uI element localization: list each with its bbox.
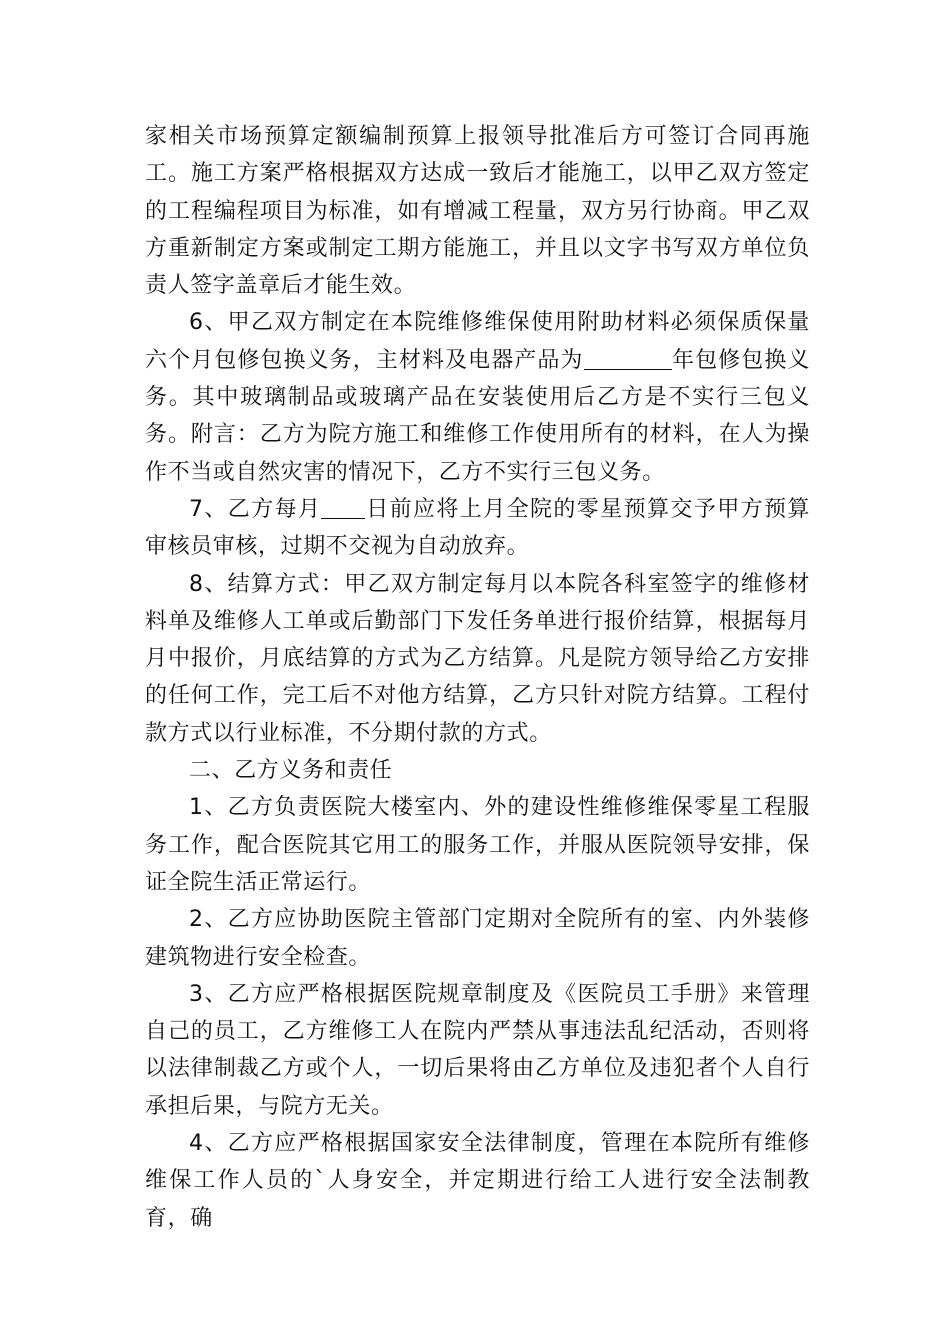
paragraph-clause-8-settlement: 8、结算方式：甲乙双方制定每月以本院各科室签字的维修材料单及维修人工单或后勤部门下发任务单进行报价结算，根据每月月中报价，月底结算的方式为乙方结算。凡是院方领导给乙方安排的任何工作，完工后不对他方结算，乙方只针对院方结算。工程付款方式以行业标准，不分期付款的方式。 [145,571,810,746]
document-page [145,0,810,1237]
section-heading-party-b-duties: 二、乙方义务和责任 [189,758,393,784]
clause-6-text-after-blank: 年包修包换义务。其中玻璃制品或玻璃产品在安装使用后乙方是不实行三包义务。附言：乙方为院方施工和维修工作使用所有的材料，在人为操作不当或自然灾害的情况下，乙方不实行三包义务。 [145,347,810,485]
paragraph-duty-3: 3、乙方应严格根据医院规章制度及《医院员工手册》来管理自己的员工，乙方维修工人在院内严禁从事违法乱纪活动，否则将以法律制裁乙方或个人，一切后果将由乙方单位及违犯者个人自行承担后果，与院方无关。 [145,981,810,1119]
paragraph-clause-6 [145,304,810,490]
clause-7-text-after-blank: 日前应将上月全院的零星预算交予甲方预算审核员审核，过期不交视为自动放弃。 [145,496,810,560]
clause-6-text-before-blank: 6、甲乙双方制定在本院维修维保使用附助材料必须保质保量六个月包修包换义务，主材料及电器产品为 [145,310,810,373]
paragraph-duty-1: 1、乙方负责医院大楼室内、外的建设性维修维保零星工程服务工作，配合医院其它用工的服务工作，并服从医院领导安排，保证全院生活正常运行。 [145,795,810,895]
paragraph-intro-continuation: 家相关市场预算定额编制预算上报领导批准后方可签订合同再施工。施工方案严格根据双方达成一致后才能施工，以甲乙双方签定的工程编程项目为标准，如有增减工程量，双方另行协商。甲乙双方重新制定方案或制定工期方能施工，并且以文字书写双方单位负责人签字盖章后才能生效。 [145,124,810,299]
deadline-day-blank [321,496,365,519]
paragraph-duty-2: 2、乙方应协助医院主管部门定期对全院所有的室、内外装修建筑物进行安全检查。 [145,907,810,970]
clause-7-text-before-blank: 7、乙方每月 [189,496,322,522]
warranty-years-blank [584,347,672,370]
paragraph-duty-4: 4、乙方应严格根据国家安全法律制度，管理在本院所有维修维保工作人员的`人身安全，并定期进行给工人进行安全法制教育，确 [145,1131,810,1231]
paragraph-clause-7 [145,491,810,566]
